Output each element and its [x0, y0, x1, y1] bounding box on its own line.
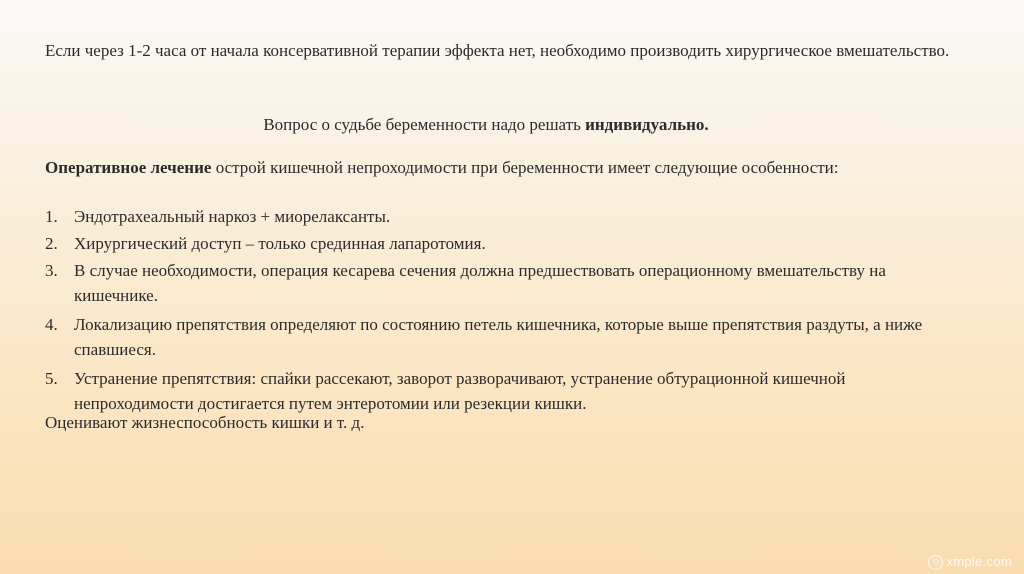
- list-item-text: Эндотрахеальный наркоз + миорелаксанты.: [74, 207, 391, 226]
- list-item-number: 4.: [45, 315, 58, 334]
- question-text: Вопрос о судьбе беременности надо решать: [263, 115, 586, 134]
- features-list: [45, 204, 945, 418]
- list-item: [45, 231, 945, 256]
- copyright-icon: ©: [928, 555, 943, 570]
- list-item-number: 1.: [45, 207, 58, 226]
- list-item-number: 2.: [45, 234, 58, 253]
- list-item: [45, 366, 945, 416]
- list-item-text: В случае необходимости, операция кесарева сечения должна предшествовать операционному вмешательству на кишечнике.: [74, 261, 886, 305]
- surgery-emphasis: Оперативное лечение: [45, 158, 212, 177]
- surgery-text: острой кишечной непроходимости при беременности имеет следующие особенности:: [211, 158, 839, 177]
- list-item: [45, 204, 945, 229]
- list-item-text: Локализацию препятствия определяют по состоянию петель кишечника, которые выше препятствия раздуты, а ниже спавшиеся.: [74, 315, 923, 359]
- list-item-text: Хирургический доступ – только срединная лапаротомия.: [74, 234, 486, 253]
- watermark-text: xmple.com: [946, 554, 1012, 569]
- question-emphasis: индивидуально.: [585, 115, 709, 134]
- question-paragraph: [0, 112, 998, 137]
- closing-paragraph: Оценивают жизнеспособность кишки и т. д.: [45, 413, 365, 432]
- watermark: [928, 554, 1012, 570]
- surgery-paragraph: [45, 155, 995, 180]
- list-item: [45, 258, 945, 308]
- list-item: [45, 312, 945, 362]
- list-item-number: 3.: [45, 261, 58, 280]
- list-item-text: Устранение препятствия: спайки рассекают, заворот разворачивают, устранение обтурационной кишечной непроходимости достигается путем энтеротомии или резекции кишки.: [74, 369, 846, 413]
- intro-paragraph: Если через 1-2 часа от начала консервативной терапии эффекта нет, необходимо производить хирургическое вмешательство.: [45, 41, 950, 60]
- list-item-number: 5.: [45, 369, 58, 388]
